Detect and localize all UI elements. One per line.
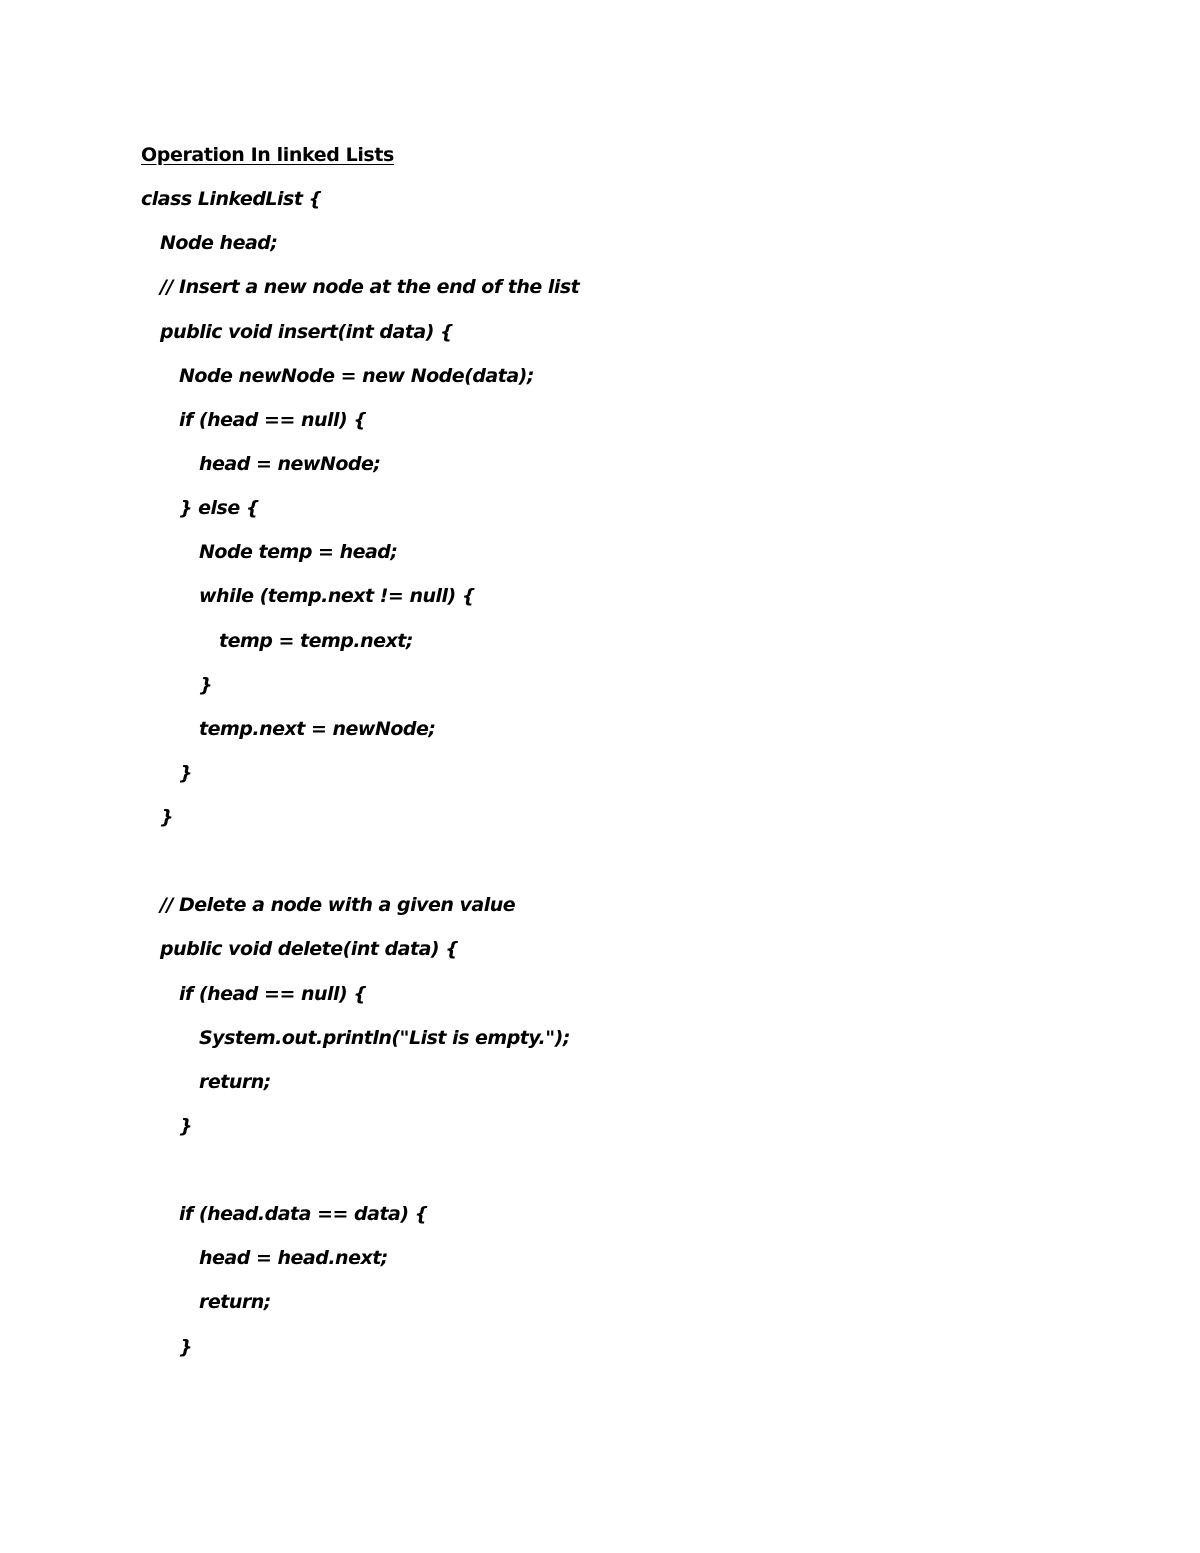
code-line: } bbox=[179, 1336, 193, 1358]
code-line: return; bbox=[199, 1291, 271, 1313]
code-line: Node head; bbox=[160, 232, 278, 254]
code-line: return; bbox=[199, 1071, 271, 1093]
code-line: Node newNode = new Node(data); bbox=[179, 365, 534, 387]
code-line: if (head == null) { bbox=[179, 409, 367, 431]
code-line: head = newNode; bbox=[199, 453, 381, 475]
code-line: if (head == null) { bbox=[179, 983, 367, 1005]
code-line: public void delete(int data) { bbox=[160, 938, 459, 960]
code-line: Node temp = head; bbox=[199, 541, 398, 563]
code-line: // Delete a node with a given value bbox=[160, 894, 516, 916]
code-line: // Insert a new node at the end of the list bbox=[160, 276, 580, 298]
code-line: } else { bbox=[179, 497, 259, 519]
code-line: } bbox=[199, 674, 213, 696]
code-line: class LinkedList { bbox=[141, 188, 322, 210]
document-title: Operation In linked Lists bbox=[141, 144, 394, 166]
code-line: } bbox=[160, 806, 174, 828]
code-line: head = head.next; bbox=[199, 1247, 388, 1269]
code-line: if (head.data == data) { bbox=[179, 1203, 428, 1225]
code-line: System.out.println("List is empty."); bbox=[199, 1027, 570, 1049]
code-line: } bbox=[179, 1115, 193, 1137]
code-line: } bbox=[179, 762, 193, 784]
code-line: temp = temp.next; bbox=[219, 630, 413, 652]
code-line: temp.next = newNode; bbox=[199, 718, 436, 740]
code-line: while (temp.next != null) { bbox=[199, 585, 475, 607]
code-line: public void insert(int data) { bbox=[160, 321, 454, 343]
